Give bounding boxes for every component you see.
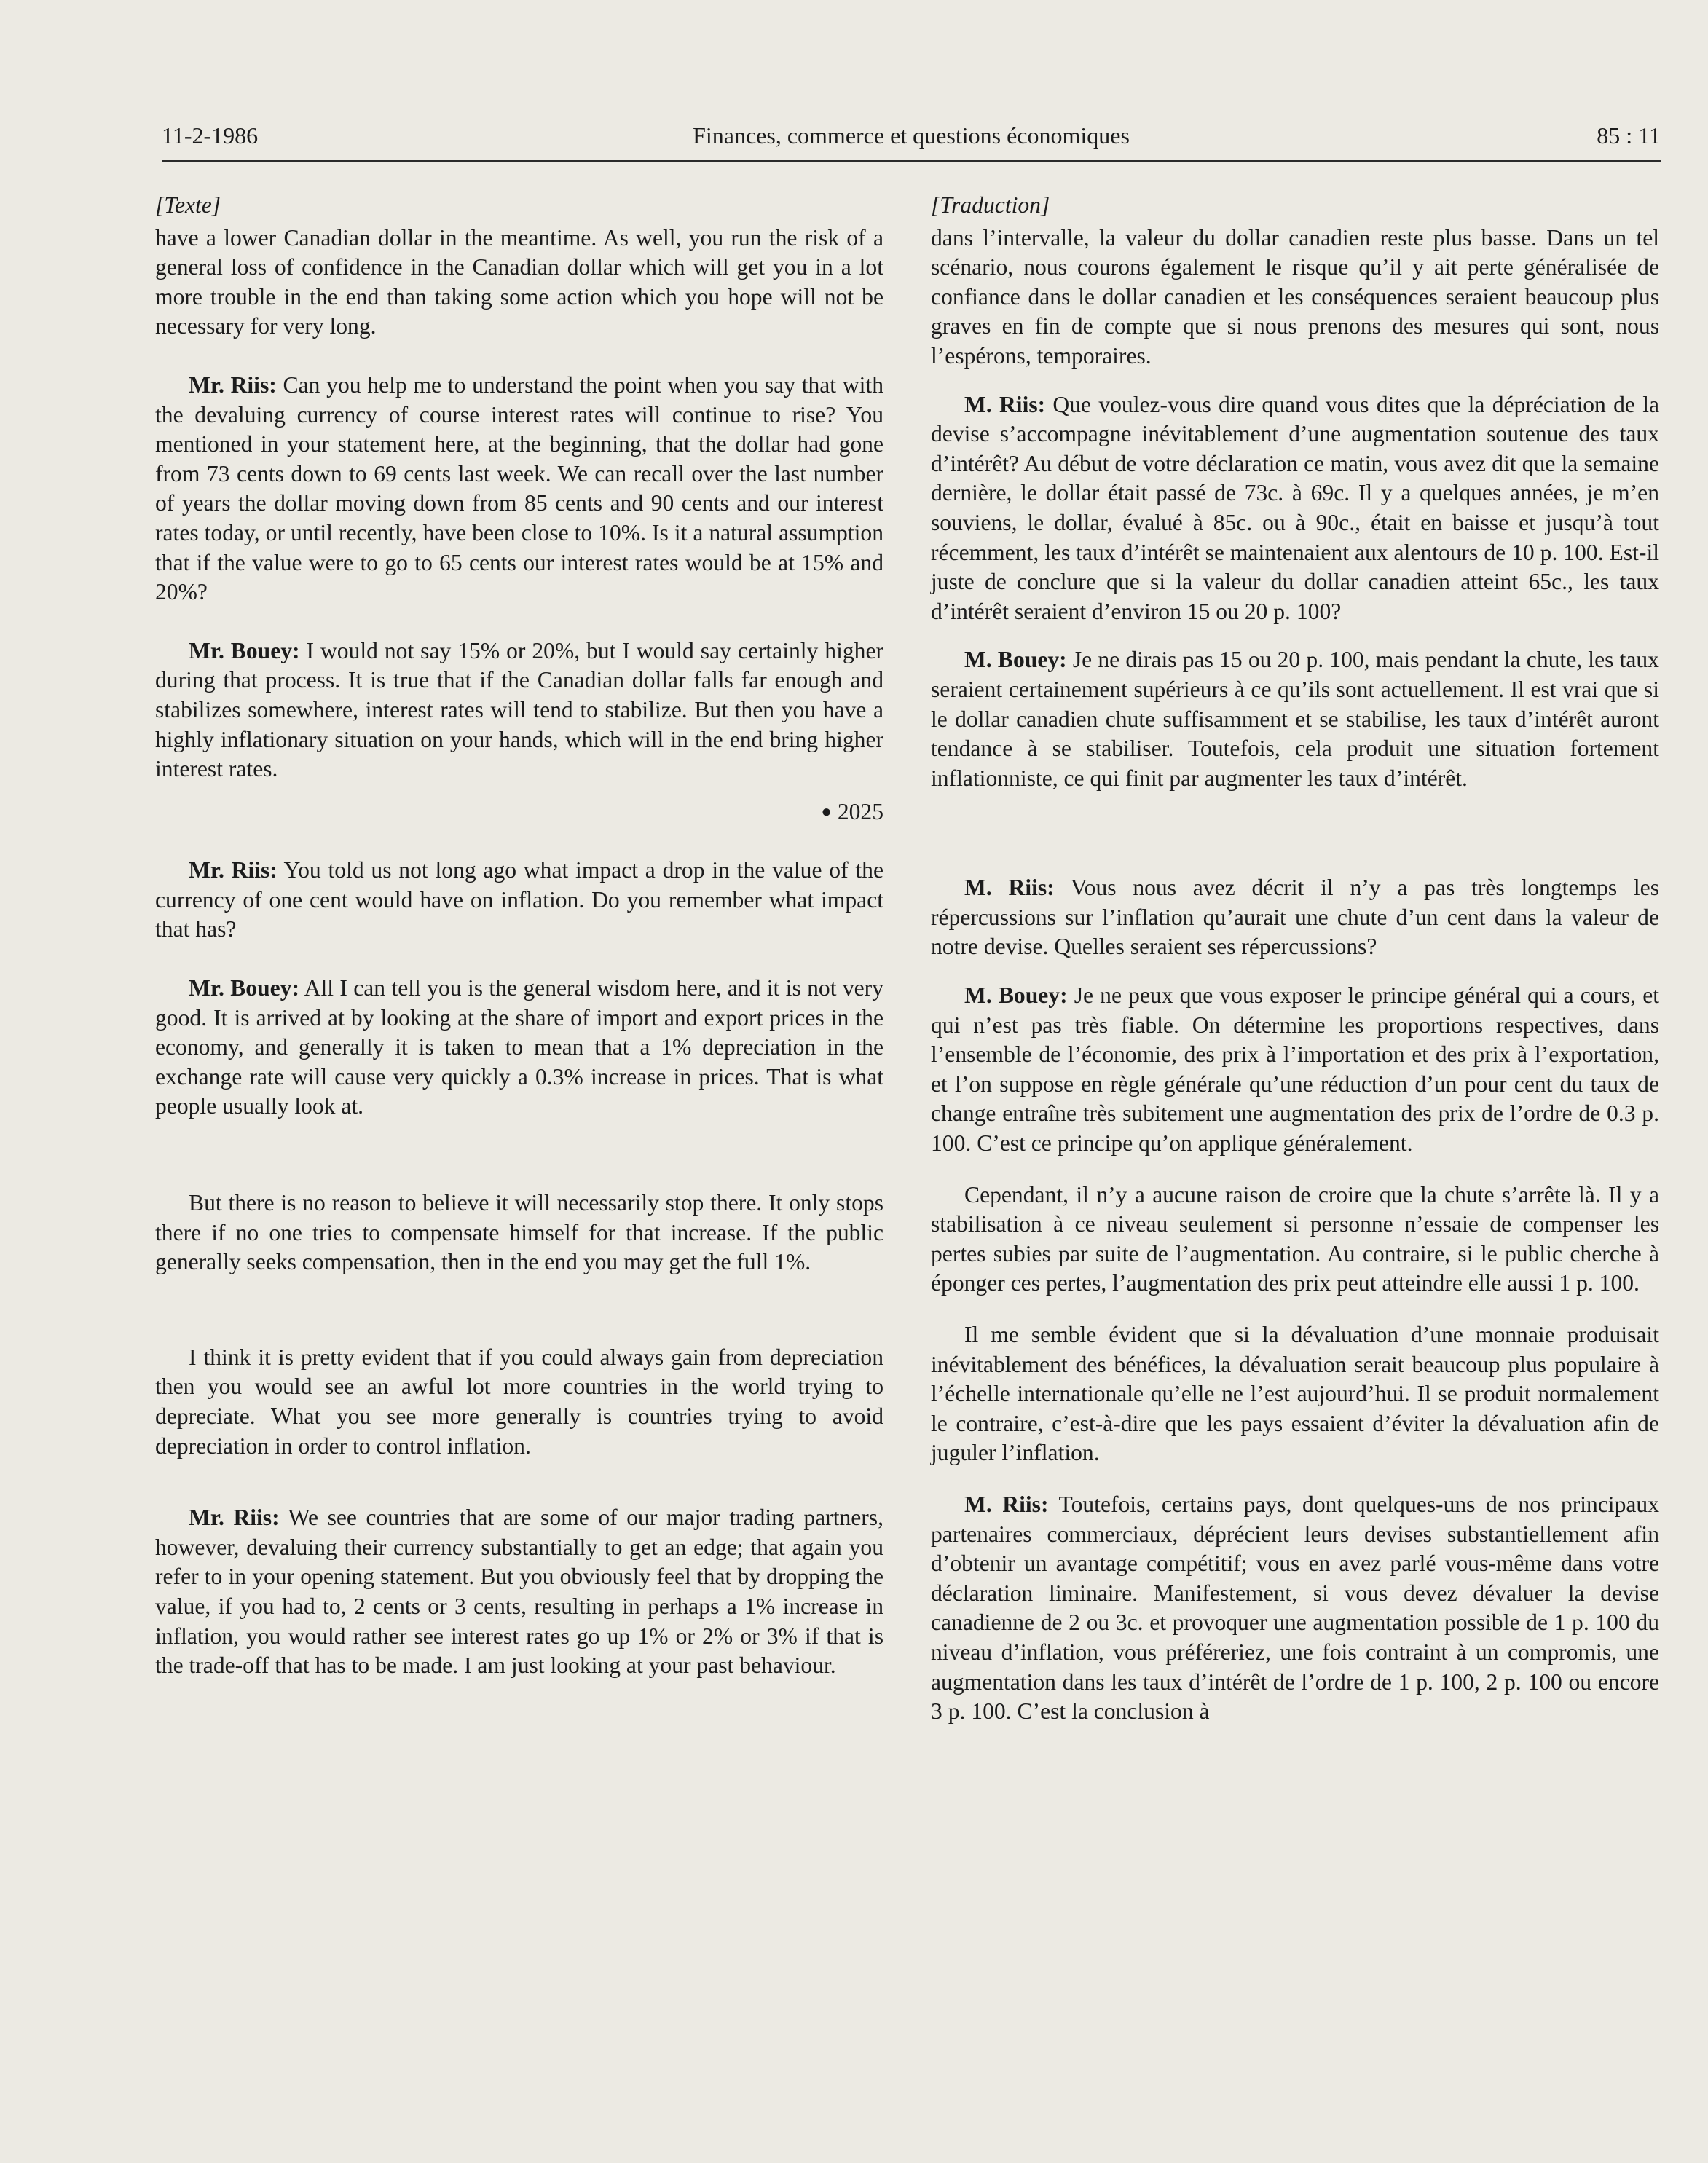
running-header (162, 121, 1661, 162)
speech-text: Il me semble évident que si la dévaluation d’une monnaie produisait inévitablement des bénéfices, la dévaluation serait beaucoup plus populaire à l’échelle internationale qu’elle ne l’est aujourd’hui. Il se produit normalement le contraire, c’est-à-dire que les pays essaient d’éviter la dévaluation afin de juguler l’inflation. (931, 1322, 1659, 1466)
speech-text: Can you help me to understand the point when you say that with the devaluing currency of course interest rates will continue to rise? You mentioned in your statement here, at the beginning, that the dollar had gone from 73 cents down to 69 cents last week. We can recall over the last number of years the dollar moving down from 85 cents and 90 cents and our interest rates today, or until recently, have been close to 10%. Is it a natural assumption that if the value were to go to 65 cents our interest rates would be at 15% and 20%? (155, 371, 883, 605)
time-marker (155, 797, 883, 827)
speech-text: We see countries that are some of our major trading partners, however, devaluing their currency substantially to get an edge; that again you refer to in your opening statement. But you obviously feel that by dropping the value, if you had to, 2 cents or 3 cents, resulting in perhaps a 1% increase in inflation, you would rather see interest rates go up 1% or 2% or 3% if that is the trade-off that has to be made. I am just looking at your past behaviour. (155, 1505, 884, 1679)
speaker-name: M. Riis: (964, 391, 1046, 417)
speech-text: Toutefois, certains pays, dont quelques-uns de nos principaux partenaires commerciaux, déprécient leurs devises substantiellement afin d’obtenir un avantage compétitif; vous en avez parlé vous-même dans votre déclaration liminaire. Manifestement, si vous devez dévaluer la devise canadienne de 2 ou 3c. et provoquer une augmentation possible de 1 p. 100 du niveau d’inflation, vous préféreriez, une fois contraint à un compromis, une augmentation dans les taux d’intérêt de l’ordre de 1 p. 100, 2 p. 100 ou encore 3 p. 100. C’est la conclusion à (931, 1491, 1659, 1725)
french-paragraph-7 (931, 1320, 1659, 1468)
speaker-name: M. Riis: (964, 1491, 1049, 1517)
french-paragraph-1: dans l’intervalle, la valeur du dollar canadien reste plus basse. Dans un tel scénario, nous courons également le risque qu’il y ait perte généralisée de confiance dans le dollar canadien et les conséquences seraient beaucoup plus graves en fin de compte que si nous prenons des mesures qui sont, nous l’espérons, temporaires. (931, 224, 1659, 369)
english-paragraph-5 (155, 974, 883, 1122)
french-paragraph-3 (931, 645, 1659, 793)
speech-text: I would not say 15% or 20%, but I would say certainly higher during that process. It is true that if the Canadian dollar falls far enough and stabilizes somewhere, interest rates will tend to stabilize. But then you have a highly inflationary situation on your hands, which will in the end bring higher interest rates. (155, 637, 883, 782)
speech-text: Vous nous avez décrit il n’y a pas très longtemps les répercussions sur l’inflation qu’aurait une chute d’un cent dans la valeur de notre devise. Quelles seraient ses répercussions? (931, 875, 1659, 960)
english-label: [Texte] (155, 192, 221, 218)
english-paragraph-6 (155, 1189, 883, 1277)
bullet-icon: ● (821, 802, 832, 822)
speech-text: I think it is pretty evident that if you could always gain from depreciation then you would see an awful lot more countries in the world trying to depreciate. What you see more generally is countries trying to avoid depreciation in order to control inflation. (155, 1344, 883, 1459)
speech-text: Cependant, il n’y a aucune raison de croire que la chute s’arrête là. Il y a stabilisation à ce niveau seulement si personne n’essaie de compenser les pertes subies par suite de l’augmentation. Au contraire, si le public cherche à éponger ces pertes, l’augmentation des prix peut atteindre elle aussi 1 p. 100. (931, 1181, 1659, 1296)
english-paragraph-3 (155, 637, 883, 784)
french-column (931, 191, 1659, 1756)
speaker-name: Mr. Riis: (189, 371, 277, 398)
french-paragraph-8 (931, 1490, 1659, 1727)
speaker-name: Mr. Riis: (189, 1505, 280, 1531)
header-page-number: 85 : 11 (1597, 122, 1661, 149)
english-paragraph-7 (155, 1343, 883, 1461)
speech-text: Je ne peux que vous exposer le principe général qui a cours, et qui n’est pas très fiable. On détermine les proportions respectives, dans l’ensemble de l’économie, des prix à l’importation et des prix à l’exportation, et l’on suppose en règle générale qu’une réduction d’un pour cent du taux de change entraîne très subitement une augmentation des prix de l’ordre de 0.3 p. 100. C’est ce principe qu’on applique généralement. (931, 982, 1659, 1157)
speaker-name: M. Bouey: (964, 647, 1067, 673)
time-marker-value: 2025 (837, 798, 883, 824)
speaker-name: Mr. Riis: (189, 857, 278, 883)
speaker-name: M. Riis: (964, 875, 1055, 901)
french-paragraph-6 (931, 1181, 1659, 1299)
header-title: Finances, commerce et questions économiques (693, 122, 1130, 149)
speech-text: You told us not long ago what impact a drop in the value of the currency of one cent would have on inflation. Do you remember what impact that has? (155, 857, 883, 942)
speech-text: Que voulez-vous dire quand vous dites que la dépréciation de la devise s’accompagne inévitablement d’une augmentation soutenue des taux d’intérêt? Au début de votre déclaration ce matin, vous avez dit que la semaine dernière, le dollar était passé de 73c. à 69c. Il y a quelques années, je m’en souviens, le dollar, évalué à 85c. ou à 90c., était en baisse et jusqu’à tout récemment, les taux d’intérêt se maintenaient aux alentours de 10 p. 100. Est-il juste de conclure que si la valeur du dollar canadien atteint 65c., les taux d’intérêt seraient d’environ 15 ou 20 p. 100? (931, 391, 1659, 624)
header-date: 11-2-1986 (162, 122, 259, 149)
speaker-name: Mr. Bouey: (189, 637, 300, 663)
french-paragraph-4 (931, 873, 1659, 962)
french-label: [Traduction] (931, 192, 1050, 218)
english-paragraph-2 (155, 371, 883, 607)
speech-text: All I can tell you is the general wisdom here, and it is not very good. It is arrived at by looking at the share of import and export prices in the economy, and generally it is taken to mean that a 1% depreciation in the exchange rate will cause very quickly a 0.3% increase in prices. That is what people usually look at. (155, 975, 883, 1119)
english-column (155, 191, 883, 1710)
french-paragraph-5 (931, 981, 1659, 1159)
english-paragraph-8 (155, 1503, 883, 1681)
speaker-name: Mr. Bouey: (189, 975, 299, 1001)
speech-text: Je ne dirais pas 15 ou 20 p. 100, mais pendant la chute, les taux seraient certainement supérieurs à ce qu’ils sont actuellement. Il est vrai que si le dollar canadien chute suffisamment et se stabilise, les taux d’intérêt auront tendance à se stabiliser. Toutefois, cela produit une situation fortement inflationniste, ce qui finit par augmenter les taux d’intérêt. (931, 647, 1659, 791)
speaker-name: M. Bouey: (964, 982, 1068, 1009)
speech-text: But there is no reason to believe it will necessarily stop there. It only stops there if no one tries to compensate himself for that increase. If the public generally seeks compensation, then in the end you may get the full 1%. (155, 1190, 883, 1275)
english-paragraph-4 (155, 856, 883, 945)
english-paragraph-1: have a lower Canadian dollar in the meantime. As well, you run the risk of a general loss of confidence in the Canadian dollar which will get you in a lot more trouble in the end than taking some action which you hope will not be necessary for very long. (155, 224, 883, 339)
french-paragraph-2 (931, 390, 1659, 627)
